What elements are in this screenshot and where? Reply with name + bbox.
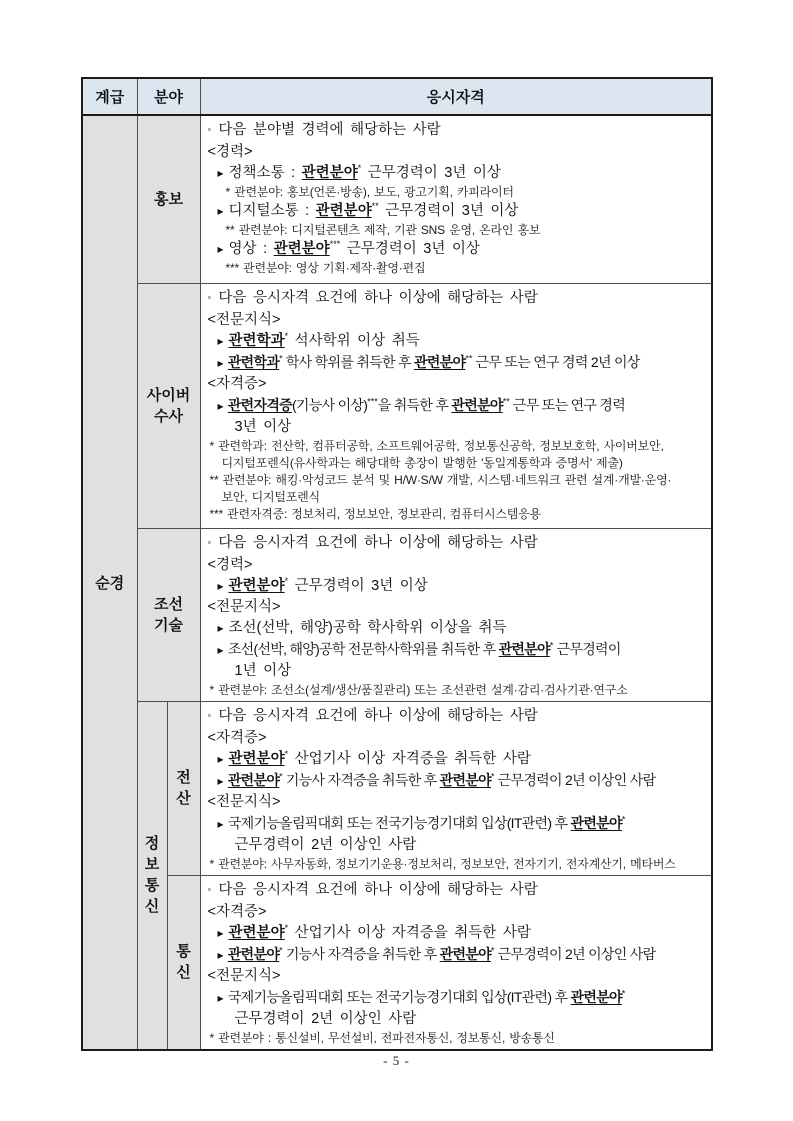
field-label-line: 기술 (154, 616, 183, 634)
text-line (206, 222, 709, 239)
text-segment: 국제기능올림픽대회 또는 전국기능경기대회 입상(IT관련) 후 (227, 988, 571, 1005)
text-segment: <전문지식> (207, 793, 281, 810)
text-segment: 을 취득한 후 (377, 396, 452, 413)
field-label-jeonsan (167, 701, 200, 875)
text-segment: ** 관련분야: 디지털콘텐츠 제작, 기관 SNS 운영, 온라인 홍보 (225, 223, 541, 237)
text-line (206, 966, 709, 987)
text-segment: <자격증> (207, 903, 267, 920)
text-segment: * (279, 352, 283, 363)
field-label-line: 통 (144, 877, 160, 894)
text-segment: <전문지식> (207, 598, 281, 615)
text-segment: 근무경력이 2년 이상인 사람 (234, 836, 417, 853)
circle-bullet-icon: ◦ (207, 883, 212, 896)
text-segment: <경력> (207, 556, 253, 573)
table-header-row (82, 78, 712, 115)
text-segment: * 관련분야: 조선소(설계/생산/품질관리) 또는 조선관련 설계·감리·검사기관·연구소 (209, 682, 628, 697)
text-segment: 조선(선박, 해양)공학 학사학위 이상을 취득 (228, 619, 507, 636)
field-label-hongbo (137, 115, 200, 283)
text-line (206, 489, 709, 506)
text-line (206, 352, 709, 374)
text-segment: 관련분야 (570, 988, 622, 1005)
text-segment: *** 관련자격증: 정보처리, 정보보안, 정보관리, 컴퓨터시스템응용 (209, 506, 541, 521)
text-segment: 관련학과 (227, 353, 280, 370)
triangle-bullet-icon: ▸ (217, 947, 223, 962)
field-label-line: 산 (176, 790, 191, 807)
text-segment: 보안, 디지털포렌식 (221, 489, 320, 504)
triangle-bullet-icon: ▸ (217, 751, 224, 766)
qualification-table (81, 77, 713, 1051)
field-label-line: 정 (144, 835, 160, 852)
text-segment: ** (371, 201, 379, 212)
field-label-line: 홍보 (154, 190, 183, 208)
text-segment: 근무경력이 3년 이상 (378, 203, 519, 219)
triangle-bullet-icon: ▸ (217, 333, 224, 348)
triangle-bullet-icon: ▸ (217, 773, 223, 788)
field-label-group-jeongbotongsin (137, 701, 167, 1050)
header-qualification: 응시자격 (200, 78, 712, 115)
text-line (206, 555, 709, 576)
text-segment: * (357, 163, 362, 174)
text-segment: *** (367, 395, 378, 406)
text-segment: <전문지식> (207, 967, 281, 984)
text-line (206, 374, 709, 395)
text-segment: <자격증> (207, 375, 267, 392)
field-label-line: 사이버 (146, 386, 191, 404)
text-segment: 석사학위 이상 취득 (288, 332, 420, 349)
text-segment: * (621, 813, 626, 824)
text-line (206, 639, 709, 661)
text-segment: 관련분야 (227, 771, 280, 788)
triangle-bullet-icon: ▸ (217, 990, 223, 1005)
text-segment: ** (502, 395, 510, 406)
text-line (206, 310, 709, 331)
text-segment: 관련분야 (439, 771, 491, 788)
text-segment: 관련분야 (451, 396, 503, 413)
field-label-line: 보 (144, 856, 160, 873)
triangle-bullet-icon: ▸ (217, 578, 224, 593)
text-segment: * (490, 770, 495, 781)
rank-cell: 순경 (82, 115, 137, 1050)
text-line (206, 1009, 709, 1030)
text-segment: 다음 응시자격 요건에 하나 이상에 해당하는 사람 (218, 289, 538, 306)
text-segment: 관련분야 (301, 165, 358, 181)
text-segment: 근무경력이 3년 이상 (361, 165, 501, 181)
triangle-bullet-icon: ▸ (217, 355, 223, 370)
text-line (206, 142, 709, 163)
text-line (206, 120, 709, 142)
text-segment: 근무경력이 2년 이상인 사람 (494, 771, 656, 788)
text-segment: 근무경력이 3년 이상 (288, 577, 428, 594)
text-line (206, 597, 709, 618)
field-label-cyber (137, 283, 200, 528)
text-segment: * 관련학과: 전산학, 컴퓨터공학, 소프트웨어공학, 정보통신공학, 정보보호학, 사이버보안, (209, 438, 664, 453)
text-segment: 근무 또는 연구 경력 (509, 396, 626, 413)
field-label-joseon (137, 528, 200, 701)
text-segment: *** (329, 239, 341, 250)
text-segment: 기능사 자격증을 취득한 후 (282, 945, 440, 962)
field-label-line: 수사 (154, 407, 183, 425)
text-segment: * (284, 330, 289, 341)
text-segment: 산업기사 이상 자격증을 취득한 사람 (288, 750, 531, 767)
text-line (206, 880, 709, 902)
text-line (206, 661, 709, 682)
text-line (206, 417, 709, 438)
text-segment: 근무경력이 (553, 640, 621, 657)
table-row (82, 283, 712, 528)
qualification-cell-tongsin (200, 875, 712, 1050)
text-line (206, 260, 709, 277)
text-segment: * 관련분야 : 통신설비, 무선설비, 전파전자통신, 정보통신, 방송통신 (209, 1030, 555, 1045)
text-segment: 관련분야 (228, 577, 285, 594)
text-segment: 근무경력이 2년 이상인 사람 (494, 945, 656, 962)
triangle-bullet-icon: ▸ (217, 398, 223, 413)
text-line (206, 455, 709, 472)
triangle-bullet-icon: ▸ (217, 642, 223, 657)
text-segment: * (284, 748, 289, 759)
text-line (206, 944, 709, 966)
page-number: - 5 - (383, 1053, 410, 1068)
text-segment: * (284, 922, 289, 933)
text-segment: <자격증> (207, 729, 267, 746)
text-segment: 3년 이상 (234, 418, 292, 435)
field-label-line: 전 (176, 769, 191, 786)
text-segment: ** (465, 352, 473, 363)
header-rank: 계급 (82, 78, 137, 115)
text-segment: 정책소통 : (228, 165, 302, 181)
text-segment: 관련학과 (228, 332, 285, 349)
text-line (206, 506, 709, 523)
text-line (206, 201, 709, 222)
text-segment: * (549, 639, 554, 650)
text-line (206, 395, 709, 417)
text-line (206, 749, 709, 770)
text-segment: 관련분야 (228, 924, 285, 941)
text-line (206, 1030, 709, 1047)
text-line (206, 288, 709, 310)
table-row (82, 875, 712, 1050)
triangle-bullet-icon: ▸ (217, 925, 224, 940)
text-segment: 디지털포렌식(유사학과는 해당대학 총장이 발행한 '동일계통학과 증명서' 제출) (221, 455, 623, 470)
text-line (206, 618, 709, 639)
text-segment: ** 관련분야: 해킹·악성코드 분석 및 H/W·S/W 개발, 시스템·네트워크 관련 설계·개발·운영· (209, 472, 672, 487)
text-segment: 관련분야 (228, 750, 285, 767)
triangle-bullet-icon: ▸ (217, 242, 224, 256)
triangle-bullet-icon: ▸ (217, 204, 224, 218)
text-line (206, 706, 709, 728)
qualification-cell-joseon (200, 528, 712, 701)
text-segment: 다음 분야별 경력에 해당하는 사람 (218, 122, 441, 138)
text-line (206, 682, 709, 699)
text-segment: 기능사 자격증을 취득한 후 (282, 771, 440, 788)
text-segment: 관련분야 (439, 945, 491, 962)
text-line (206, 331, 709, 352)
text-segment: 산업기사 이상 자격증을 취득한 사람 (288, 924, 531, 941)
text-segment: * (284, 575, 289, 586)
table-row (82, 115, 712, 283)
text-line (206, 728, 709, 749)
text-line (206, 792, 709, 813)
text-segment: 근무 또는 연구 경력 2년 이상 (472, 353, 640, 370)
circle-bullet-icon: ◦ (207, 536, 212, 549)
text-segment: * (490, 944, 495, 955)
text-segment: * 관련분야: 사무자동화, 정보기기운용·정보처리, 정보보안, 전자기기, 전자계산기, 메타버스 (209, 856, 676, 871)
circle-bullet-icon: ◦ (207, 124, 212, 136)
field-label-line: 통 (176, 943, 191, 960)
text-segment: 조선(선박, 해양)공학 전문학사학위를 취득한 후 (227, 640, 499, 657)
text-segment: * (279, 770, 283, 781)
field-label-tongsin (167, 875, 200, 1050)
header-field: 분야 (137, 78, 200, 115)
circle-bullet-icon: ◦ (207, 709, 212, 722)
text-line (206, 533, 709, 555)
text-segment: 관련분야 (273, 241, 330, 257)
text-segment: 관련분야 (498, 640, 550, 657)
text-segment: 관련자격증 (227, 396, 292, 413)
text-segment: <전문지식> (207, 311, 281, 328)
triangle-bullet-icon: ▸ (217, 816, 223, 831)
text-segment: *** 관련분야: 영상 기획·제작·촬영·편집 (225, 261, 426, 275)
text-segment: 관련분야 (227, 945, 280, 962)
qualification-cell-hongbo (200, 115, 712, 283)
text-segment: (기능사 이상) (291, 396, 368, 413)
text-segment: 관련분야 (414, 353, 466, 370)
text-line (206, 163, 709, 184)
text-line (206, 923, 709, 944)
text-segment: * (279, 944, 283, 955)
text-segment: 영상 : (228, 241, 274, 257)
text-line (206, 902, 709, 923)
triangle-bullet-icon: ▸ (217, 620, 224, 635)
text-line (206, 835, 709, 856)
text-segment: * 관련분야: 홍보(언론·방송), 보도, 광고기획, 카피라이터 (225, 185, 514, 199)
text-line (206, 987, 709, 1009)
text-segment: 다음 응시자격 요건에 하나 이상에 해당하는 사람 (218, 881, 538, 898)
text-segment: 관련분야 (315, 203, 372, 219)
field-label-line: 조선 (154, 595, 183, 613)
text-segment: 다음 응시자격 요건에 하나 이상에 해당하는 사람 (218, 534, 538, 551)
text-segment: * (621, 987, 626, 998)
circle-bullet-icon: ◦ (207, 291, 212, 304)
text-segment: 1년 이상 (234, 662, 292, 679)
text-segment: 근무경력이 2년 이상인 사람 (234, 1010, 417, 1027)
text-line (206, 813, 709, 835)
field-label-line: 신 (176, 964, 191, 981)
text-line (206, 770, 709, 792)
text-segment: 관련분야 (570, 814, 622, 831)
text-segment: 디지털소통 : (228, 203, 316, 219)
text-segment: 근무경력이 3년 이상 (340, 241, 480, 257)
text-line (206, 239, 709, 260)
table-row (82, 701, 712, 875)
triangle-bullet-icon: ▸ (217, 166, 224, 180)
qualification-cell-cyber (200, 283, 712, 528)
text-segment: 국제기능올림픽대회 또는 전국기능경기대회 입상(IT관련) 후 (227, 814, 571, 831)
text-line (206, 184, 709, 201)
text-line (206, 438, 709, 455)
text-line (206, 472, 709, 489)
text-segment: <경력> (207, 144, 253, 160)
text-line (206, 856, 709, 873)
text-segment: 학사 학위를 취득한 후 (282, 353, 415, 370)
text-segment: 다음 응시자격 요건에 하나 이상에 해당하는 사람 (218, 707, 538, 724)
text-line (206, 576, 709, 597)
field-label-line: 신 (144, 898, 160, 915)
table-row (82, 528, 712, 701)
qualification-cell-jeonsan (200, 701, 712, 875)
